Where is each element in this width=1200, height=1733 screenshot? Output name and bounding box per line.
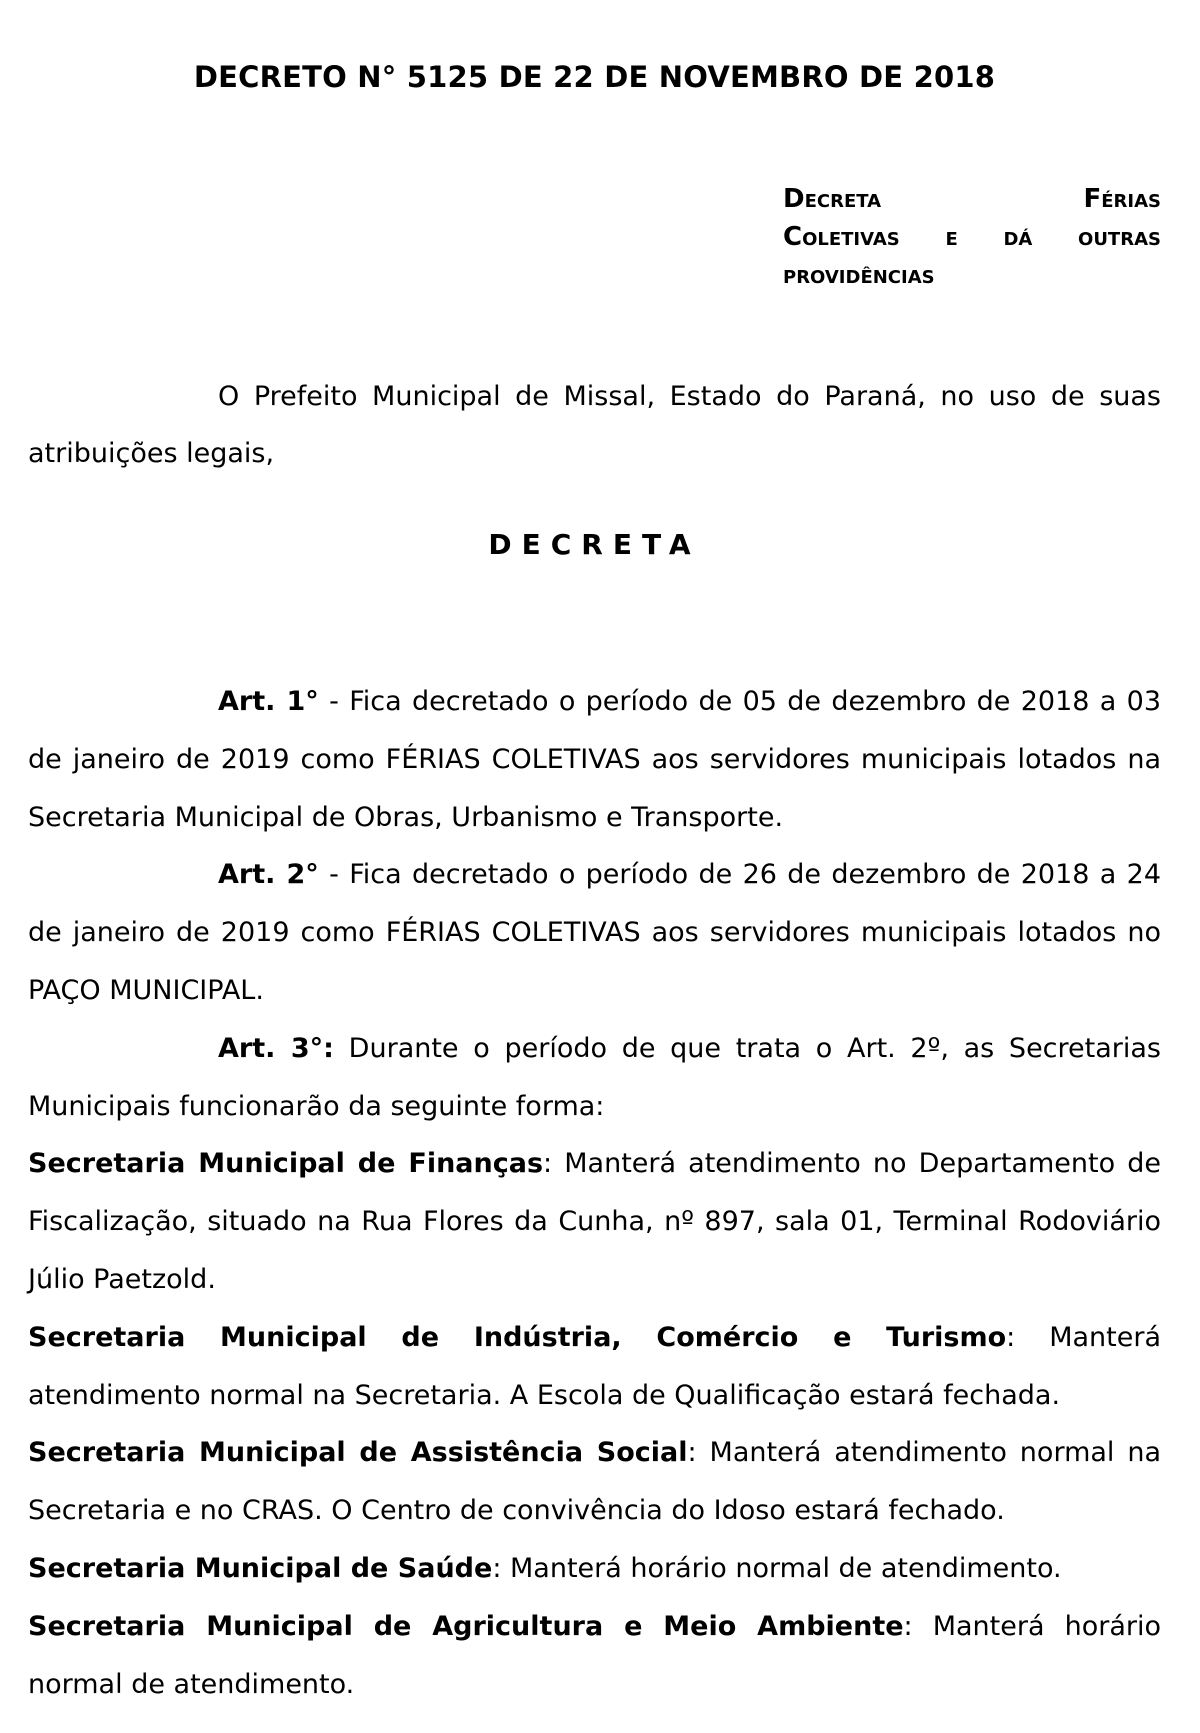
secretaria-name: Secretaria Municipal de Saúde (28, 1552, 493, 1584)
secretaria-item (28, 1309, 1161, 1425)
secretaria-item (28, 1540, 1161, 1598)
summary-line-1 (783, 180, 1161, 218)
secretaria-item (28, 1598, 1161, 1714)
secretaria-name: Secretaria Municipal de Agricultura e Meio Ambiente (28, 1610, 904, 1642)
decreta-heading: DECRETA (488, 528, 701, 561)
summary-word: Férias (1083, 184, 1161, 214)
secretaria-name: Secretaria Municipal de Assistência Social (28, 1437, 688, 1469)
summary-word: e (945, 222, 958, 252)
summary-line-3 (783, 256, 1161, 294)
decree-title: DECRETO N° 5125 DE 22 DE NOVEMBRO DE 2018 (193, 60, 996, 94)
secretaria-item (28, 1135, 1161, 1308)
article-text: - Fica decretado o período de 05 de dezembro de 2018 a 03 de janeiro de 2019 como FÉRIAS COLETIVAS aos servidores municipais lotados na Secretaria Municipal de Obras, Urbanismo e Transporte. (28, 686, 1162, 833)
article-label: Art. 2° (218, 859, 319, 891)
secretaria-name: Secretaria Municipal de Finanças (28, 1148, 544, 1180)
article-text: - Fica decretado o período de 26 de dezembro de 2018 a 24 de janeiro de 2019 como FÉRIAS COLETIVAS aos servidores municipais lotados no PAÇO MUNICIPAL. (28, 859, 1162, 1006)
decree-summary (783, 180, 1161, 294)
article-2 (28, 846, 1161, 1019)
summary-word: outras (1078, 222, 1161, 252)
article-label: Art. 1° (218, 686, 319, 717)
summary-word: dá (1003, 222, 1033, 252)
summary-word: Decreta (783, 184, 882, 214)
secretaria-text: : Manterá atendimento normal na Secretaria. A Escola de Qualificação estará fechada. (28, 1321, 1161, 1411)
secretaria-text: : Manterá atendimento normal na Secretaria e no CRAS. O Centro de convivência do Idoso estará fechado. (28, 1437, 1161, 1527)
preamble: O Prefeito Municipal de Missal, Estado do Paraná, no uso de suas atribuições legais, (28, 381, 1161, 469)
secretaria-text: : Manterá horário normal de atendimento. (492, 1552, 1062, 1584)
article-1 (28, 673, 1161, 846)
summary-word: Coletivas (783, 222, 900, 252)
decree-body (28, 673, 1161, 1713)
summary-word: providências (783, 260, 935, 290)
article-text: Durante o período de que trata o Art. 2º, as Secretarias Municipais funcionarão da seguinte forma: (28, 1032, 1161, 1122)
secretaria-item (28, 1424, 1161, 1540)
secretaria-name: Secretaria Municipal de Indústria, Comércio e Turismo (28, 1321, 1007, 1353)
secretaria-text: : Manterá horário normal de atendimento. (28, 1610, 1161, 1700)
document-page (28, 0, 1161, 1733)
article-3 (28, 1020, 1161, 1136)
summary-line-2 (783, 218, 1161, 256)
article-label: Art. 3°: (218, 1032, 334, 1064)
secretaria-text: : Manterá atendimento no Departamento de Fiscalização, situado na Rua Flores da Cunha, nº 897, sala 01, Terminal Rodoviário Júlio Paetzold. (28, 1148, 1161, 1295)
